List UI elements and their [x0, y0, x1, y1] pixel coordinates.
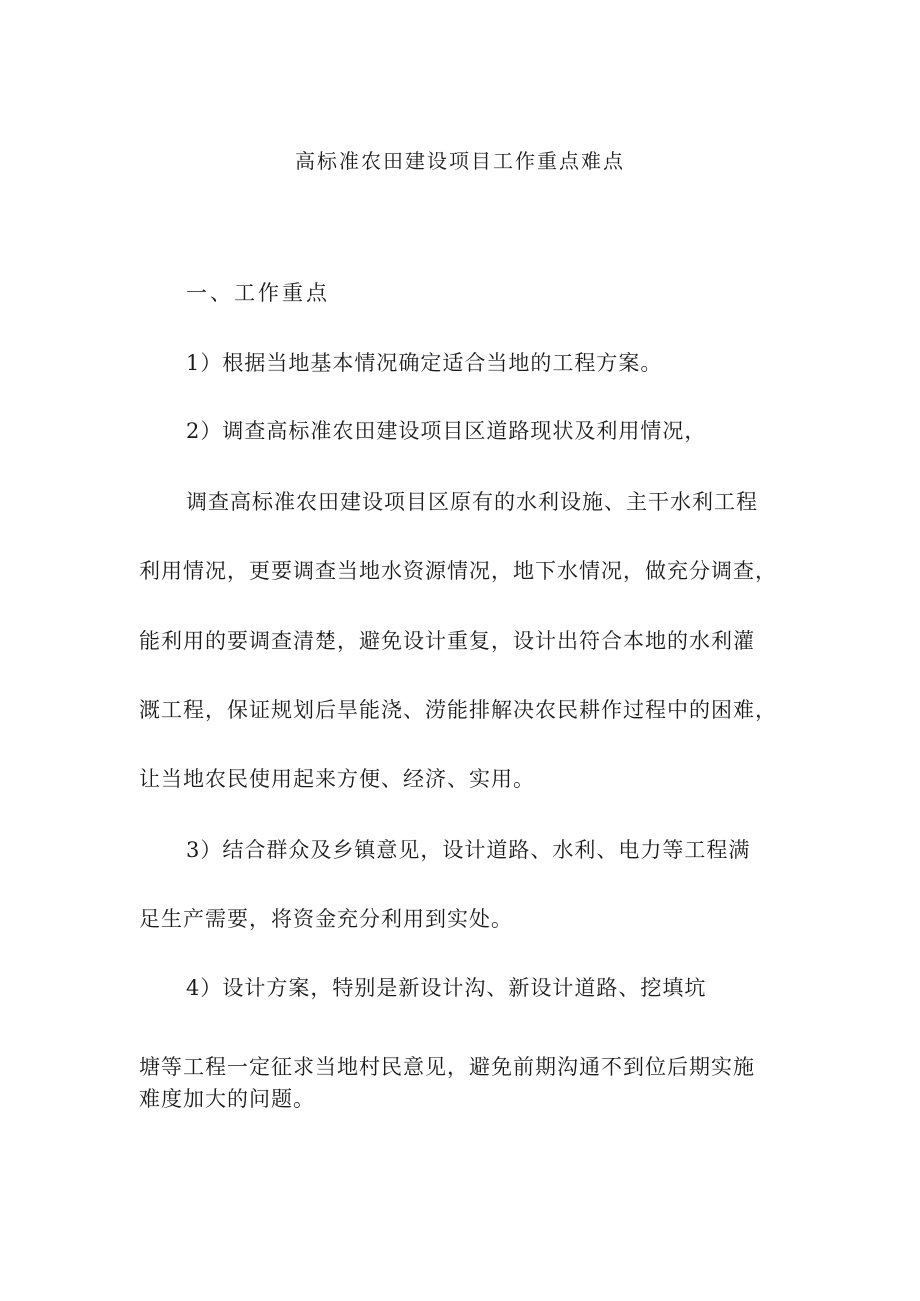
paragraph-line: 溉工程，保证规划后旱能浇、涝能排解决农民耕作过程中的困难，: [139, 698, 777, 722]
section-heading: 一、工作重点: [186, 281, 330, 305]
paragraph-line: 能利用的要调查清楚，避免设计重复，设计出符合本地的水利灌: [139, 629, 755, 653]
document-title: 高标准农田建设项目工作重点难点: [295, 149, 625, 173]
paragraph-line: 利用情况，更要调查当地水资源情况，地下水情况，做充分调查，: [139, 559, 777, 583]
paragraph-line: 调查高标准农田建设项目区原有的水利设施、主干水利工程: [186, 490, 758, 514]
paragraph-line: 3）结合群众及乡镇意见，设计道路、水利、电力等工程满: [186, 838, 751, 862]
paragraph-line: 塘等工程一定征求当地村民意见，避免前期沟通不到位后期实施: [139, 1055, 755, 1079]
paragraph-line: 难度加大的问题。: [139, 1087, 315, 1111]
paragraph-line: 4）设计方案，特别是新设计沟、新设计道路、挖填坑: [186, 976, 707, 1000]
paragraph-line: 2）调查高标准农田建设项目区道路现状及利用情况，: [186, 419, 707, 443]
paragraph-line: 让当地农民使用起来方便、经济、实用。: [139, 767, 535, 791]
paragraph-line: 1）根据当地基本情况确定适合当地的工程方案。: [186, 351, 663, 375]
paragraph-line: 足生产需要，将资金充分利用到实处。: [139, 907, 513, 931]
